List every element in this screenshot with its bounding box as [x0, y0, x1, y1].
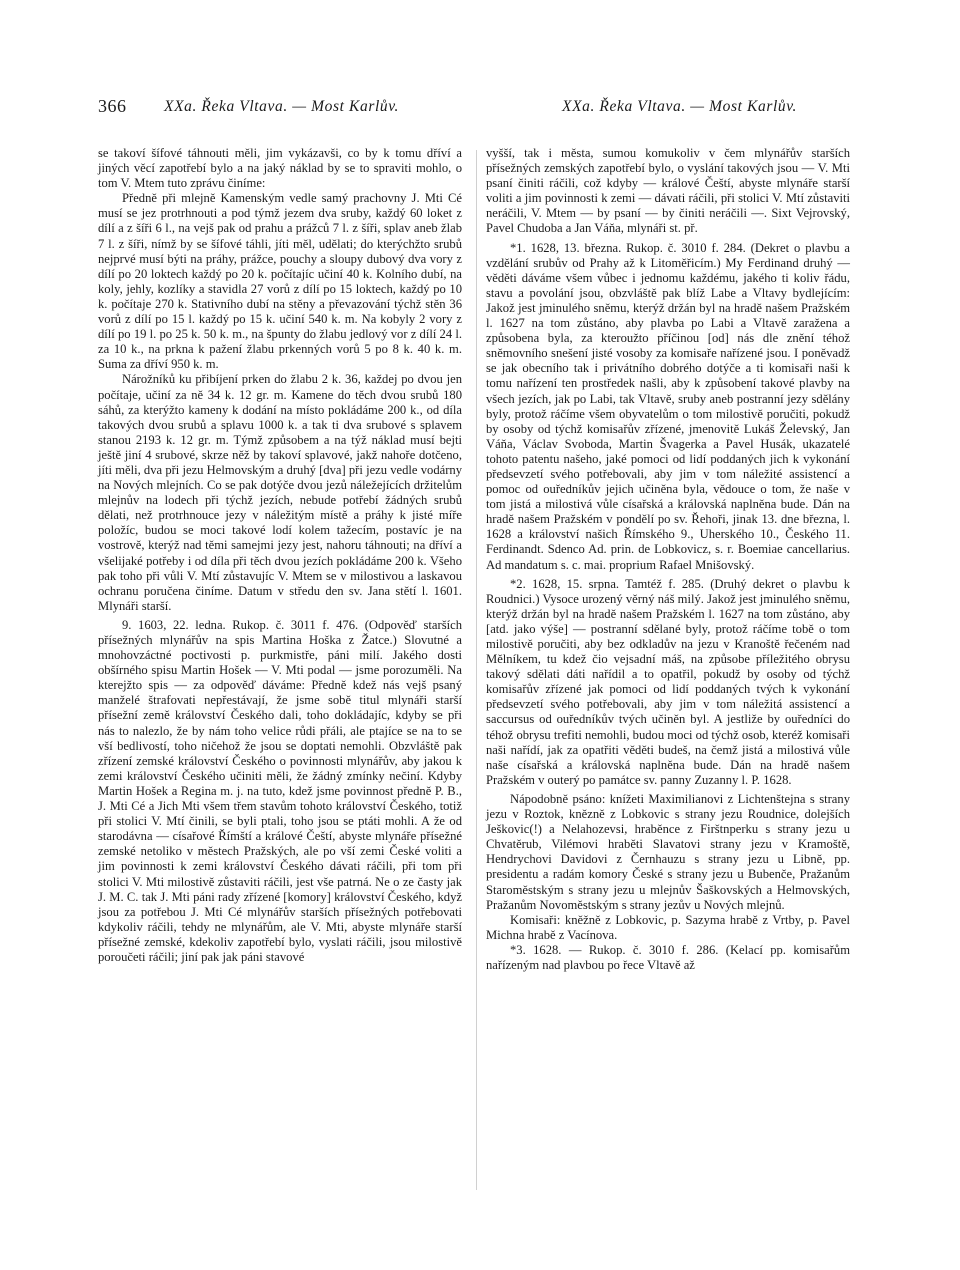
document-entry-1: *1. 1628, 13. března. Rukop. č. 3010 f. 284. (Dekret o plavbu a vzdělání srubův od Prahy až k Litoměřicím.) My Ferdinand druhý — věděti dáváme všem vůbec i jednomu každému, jakého ti koliv řádu, stavu a povolání jsou, obzvláště pak blíž Labe a Vltavy bydlejícím: Jakož jest jminulého sněmu, kterýž držán byl na hradě našem Pražském l. 1627 na tom zůstáno, aby plavba po Labi a Vltavě zaražena a způsobena byla, za kteroužto příčinou [od] nás dle znění téhož sněmovního snešení jisté vosoby za komisaře nařízené jsou. I poněvadž se jak obecního tak i privátního dobrého dotýče a ti komisaři naši k tomu nařízení ten prostředek našli, aby k způsobení takové plavby na všech jezích, jak po Labi, tak Vltavě, sruby aneb postranní jezy sdělány byly, protož ráčíme všem obyvatelům o tom milostivě poručiti, pokudž by osoby od týchž komisařův zřízené, jmenovitě Lukáš Želevský, Jan Váňa, Václav Svoboda, Martin Švagerka a Pavel Husák, ukazatelé tohoto patentu našeho, jaké pomoci od lidí poddaných jich k vykonání předsevzetí svého potřebovali, aby jim v tom náležité assistencí a pomoc od ouředníkův jejich učiněna byla, vědouce o tom, že naše v tom jistá a milostivá vůle císařská a královská naplněna bude. Dán na hradě našem Pražském v pondělí po sv. Řehoři, jinak 13. dne března, l. 1628 a království našich Římského 9., Uherského 10., Českého 11. Ferdinandt. Sdenco Ad. prin. de Lobkovicz, s. r. Boemiae cancellarius. Ad mandatum s. c. mai. proprium Rafael Mnišovský. — [486, 240, 850, 572]
document-entry-2: *2. 1628, 15. srpna. Tamtéž f. 285. (Druhý dekret o plavbu k Roudnici.) Vysoce urozený věrný náš milý. Jakož jest jminulého sněmu, kterýž držán byl na hradě našem Pražském l. 1627 na tom zůstáno, aby [atd. jako výše] — postranní sdělané byly, protož ráčíme tobě o tom milostivě poručiti, aby bez odkladův na jezu v Kranoště řečeném nad Mělníkem, tu kdež čio vejsadní máš, na způsobe příležitého obrysu takový sdělati dáti nařídil a to opatřil, pokudž by osoby od týchž komisařův zřízené jak pomoci od lidí poddaných tvých k vykonání předsevzetí svého potřebovali, aby jim v tom náležitá assistencí a saccursus od ouředníkův tvých učiněn byl. A jestliže by ouředníci do téhož obrysu trefiti nemohli, budou moci od týchž osob, kteréž komisaři naši nařídí, jak za opatřiti věděti budeš, na čemž jistá a milostivá vůle naše císařská a královská naplněna bude. Dán na hradě našem Pražském v outerý po památce sv. panny Zuzanny l. P. 1628. — [486, 576, 850, 787]
document-entry-3: *3. 1628. — Rukop. č. 3010 f. 286. (Kelací pp. komisařům nařízeným nad plavbou po řece Vltavě až — [486, 942, 850, 972]
running-title-left: XXa. Řeka Vltava. — Most Karlův. — [164, 98, 400, 115]
paragraph: Předně při mlejně Kamenským vedle samý prachovny J. Mti Cé musí se jez protrhnouti a pod týmž jezem dva sruby, každý 60 loket z dílí a z šíři 6 l., na vejš pak od prahu a prážců 7 l. z šíři, splav aneb žlab 7 l. z šíři, nímž by se šífové táhli, jíti měl, udělati; do kterýchžto srubů nejprvé musí býti na práhy, prážce, pouchy a sloupy dubový dva vory z dílí po 20 loktech každý po 20 k. počítajíc učiní 40 k. Kolního dubí, na koly, jehly, kozlíky a stavidla 27 vorů z dílí po 15 loktech, každý po 10 k. počítaje 270 k. Stativního dubí na stěny a převazování týchž stěn 36 vorů z dílí po 15 l. každý po 15 k. učiní 540 k. m. Na kobyly 2 vory z dílí po 19 l. po 25 k. 50 k. m., na špunty do žlabu jedlový vor z dílí 24 l. za 10 k., na prkna k pažení žlabu prkenných vorů 5 po 8 k. 40 k. m. Suma za dříví 950 k. m. — [98, 191, 462, 372]
running-title-right: XXa. Řeka Vltava. — Most Karlův. — [562, 98, 798, 115]
document-entry-9: 9. 1603, 22. ledna. Rukop. č. 3011 f. 476. (Odpověď starších přísežných mlynářův na spis Martina Hoška z Žatce.) Slovutné a mnohovzáctné poctivosti p. purkmistře, páni milí. Jakého dosti obšírného spisu Martin Hošek — V. Mti podal — jsme porozuměli. Na kterejžto spis — za odpověď dáváme: Předně kdež nás vejš psaný manželé štrafovati nepřestávají, že jsme sobě titul mlynáři starší přísežní země království Českého dali, toho dokládajíc, kdyby se při nás to nalezlo, že by nám toho velice růdi přáli, ale ptajíce se na to se vší bedlivostí, toho ničehož že jsou se doptati nemohli. Obzvláště pak zřízení zemské království Českého o povinnosti mlynářův, aby jakou k zemi království Českého učiniti měli, že žádný zmínky nečiní. Kdyby Martin Hošek a Regina m. j. na tuto, kdež jsme povinnost předně P. B., J. Mti Cé a Jich Mti všem třem stavům tohoto království Českého, totiž při stolici V. Mtí činili, se byli ptali, toho jsou se ptáti mohli. A že od starodávna — císařové Římští a králové Čeští, abyste mlynáře přísežné zemské netoliko v městech Pražských, ale po vší zemi České voliti a jim povinnosti k zemi království Českého dávati ráčili, při tom při stolici V. Mti milostivě zůstaviti ráčili, jest vše patrná. Ne o ze časty jak J. M. C. tak J. Mti páni rady zřízené [komory] království Českého, když jsou za potřebou J. Mti Cé mlynářův starších přísežných potřebovati kdykoliv ráčili, tehdy ne mlynářům, ale V. Mti, abyste mlynáře starší přísežné zemské, kdekoliv zapotřebí bylo, vyslati ráčili, jsou milostivě poroučeti ráčili; jiní pak jak páni stavové — [98, 617, 462, 964]
paragraph: Nárožníků ku přibíjení prken do žlabu 2 k. 36, každej po dvou jen počítaje, učiní za ně 34 k. 12 gr. m. Kamene do těch dvou srubů 180 sáhů, za kterýžto kameny k dodání na místo pokládáme 200 k., od díla takových dvou srubů a splavu 1000 k. a tak ti dva srubové s splavem stanou 2193 k. 12 gr. m. Týmž způsobem a na týž náklad musí bejti ještě jiní 4 srubové, skrze něž by takoví splavové, jakž nahoře dotčeno, jíti měli, dva při jezu Helmovským a druhý [dva] při jezu vedle vodárny na Nových mlejních. Co se pak dotýče dvou jezů náležejících držitelům mlejnův na lodech při týchž jezích, nebude potřebí žádných srubů dělati, než protrhnouce jezy v náležitým místě a práhy k jisté míře položíc, budou se moci takové lodí kolem tažecím, postavíc je na vostrově, kterýž nad těmi samejmi jezy jest, nahoru táhnouti; na dříví a všelijaké potřeby i od díla při těch dvou jezích pokládáme 200 k. Všeho pak toho při vůli V. Mtí zůstavujíc V. Mtem se v milostivou a laskavou ochranu poručena činíme. Datum v středu den sv. Jana stětí l. 1601. Mlynáři starší. — [98, 372, 462, 613]
running-header — [98, 96, 878, 120]
right-column — [486, 146, 850, 973]
paragraph: se takoví šífové táhnouti měli, jim vykázavši, co by k tomu dříví a jiných věcí zapotřebí bylo a na jaký náklad by se to spraviti mohlo, o tom V. Mtem tuto zprávu činíme: — [98, 146, 462, 191]
column-divider — [476, 150, 477, 1190]
page-number: 366 — [98, 96, 127, 116]
paragraph: Komisaři: kněžně z Lobkovic, p. Sazyma hrabě z Vrtby, p. Pavel Michna hrabě z Vacínova. — [486, 912, 850, 942]
left-column — [98, 146, 462, 965]
paragraph: Nápodobně psáno: knížeti Maximilianovi z Lichtenštejna s strany jezu v Roztok, knězně z Lobkovic s strany jezu Roudnice, dolejších Ješkovic(!) a Nelahozevsi, hraběnce z Firštnperku s strany jezu u Chvatěrub, Vilémovi hraběti Slavatovi strany jezu v Kramoště, Hendrychovi Davidovi z Černhauzu s strany jezu u Libně, pp. presidentu a radám komory České s strany jezu u Bubenče, Pražanům Staroměstským s strany jezu u mlejnův Šaškovských a Helmovských, Pražanům Novoměstským s strany jezův u Nových mlejnů. — [486, 791, 850, 912]
paragraph: vyšší, tak i města, sumou komukoliv v čem mlynářův starších přísežných zemských zapotřebí bylo, o vyslání takových jsou — V. Mti psaní činiti ráčili, což kdyby — králové Čeští, abyste mlynáře starší voliti a jim povinnosti k zemi — dávati ráčili, při stolici V. Mtí zůstaviti neráčili, V. Mtem — by psaní — by činiti neráčili —. Sixt Vejrovský, Pavel Chudoba a Jan Váňa, mlynáři st. př. — [486, 146, 850, 236]
